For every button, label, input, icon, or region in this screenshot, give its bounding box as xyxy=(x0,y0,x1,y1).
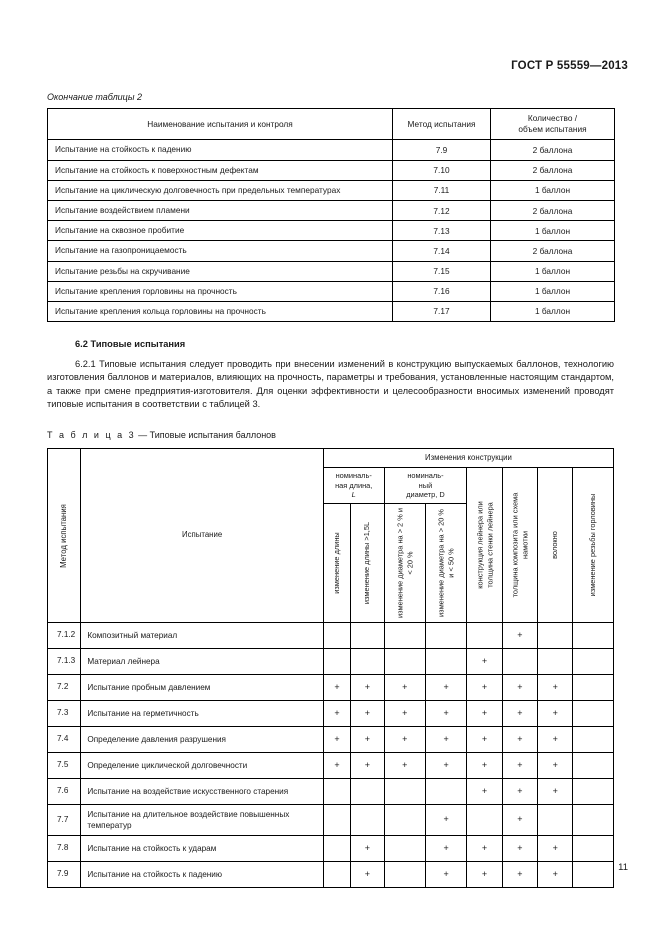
table3-mark: + xyxy=(323,753,350,779)
table2-cell-name: Испытание крепления горловины на прочность xyxy=(48,281,393,301)
table3-col-thread xyxy=(573,468,614,623)
table3-mark xyxy=(573,862,614,888)
table3-cell-test: Определение циклической долговечности xyxy=(81,753,324,779)
table-row xyxy=(48,753,614,779)
table3-mark: + xyxy=(351,675,384,701)
table3-col-dia-20-label: изменение диаметра на > 2 % и < 20 % xyxy=(395,508,414,618)
table3-cell-method: 7.7 xyxy=(48,805,81,836)
table2-cell-method: 7.12 xyxy=(393,200,491,220)
table3-group-changes: Изменения конструкции xyxy=(323,449,613,468)
table2-cell-name: Испытание резьбы на скручивание xyxy=(48,261,393,281)
table3-mark: + xyxy=(538,753,573,779)
table3-caption xyxy=(47,430,276,440)
table3-group-diameter-l3: диаметр, D xyxy=(406,490,445,500)
table3-mark xyxy=(538,649,573,675)
table3-cell-test: Испытание на воздействие искусственного старения xyxy=(81,779,324,805)
table3-mark xyxy=(425,649,466,675)
document-standard-header: ГОСТ Р 55559—2013 xyxy=(511,60,628,72)
table2-head xyxy=(48,109,615,140)
table2-cell-qty: 2 баллона xyxy=(491,200,615,220)
table3-col-test: Испытание xyxy=(81,449,324,623)
table3-mark: + xyxy=(502,701,537,727)
table3-mark xyxy=(573,805,614,836)
table2-cell-qty: 1 баллон xyxy=(491,180,615,200)
table2-cell-method: 7.15 xyxy=(393,261,491,281)
table3-mark: + xyxy=(351,727,384,753)
table3-col-fiber xyxy=(538,468,573,623)
table3-mark xyxy=(323,649,350,675)
table3-mark: + xyxy=(502,753,537,779)
table2-cell-name: Испытание на сквозное пробитие xyxy=(48,221,393,241)
table3-caption-text: — Типовые испытания баллонов xyxy=(135,430,276,440)
table3-mark xyxy=(351,623,384,649)
table3-col-composite xyxy=(502,468,537,623)
table3-cell-test: Испытание на стойкость к ударам xyxy=(81,836,324,862)
table2-cell-method: 7.10 xyxy=(393,160,491,180)
table3-mark: + xyxy=(425,727,466,753)
table3-mark xyxy=(384,805,425,836)
table3-mark: + xyxy=(467,779,502,805)
table-row xyxy=(48,805,614,836)
table3-mark xyxy=(425,779,466,805)
table2-col-qty-line2: объем испытания xyxy=(518,124,587,135)
table3-mark: + xyxy=(538,779,573,805)
table3-mark xyxy=(323,805,350,836)
table3-mark: + xyxy=(538,836,573,862)
table3-mark xyxy=(573,649,614,675)
table3-mark xyxy=(573,623,614,649)
table3-mark: + xyxy=(502,727,537,753)
table3-mark: + xyxy=(351,862,384,888)
table3-col-composite-label: толщина композита или схема намотки xyxy=(510,492,529,598)
table-row xyxy=(48,281,615,301)
table3-mark xyxy=(351,779,384,805)
table3-mark: + xyxy=(323,675,350,701)
table2-cell-qty: 1 баллон xyxy=(491,261,615,281)
table3-col-fiber-label: волокно xyxy=(550,531,560,559)
table3-cell-method: 7.5 xyxy=(48,753,81,779)
table3-cell-method: 7.4 xyxy=(48,727,81,753)
table3-col-len-change xyxy=(323,504,350,623)
table-row xyxy=(48,623,614,649)
table3-mark: + xyxy=(425,675,466,701)
section-heading: 6.2 Типовые испытания xyxy=(75,339,186,349)
table3-cell-method: 7.3 xyxy=(48,701,81,727)
table3-head xyxy=(48,449,614,623)
table3-mark: + xyxy=(467,753,502,779)
table2-body xyxy=(48,140,615,322)
table3-mark xyxy=(351,649,384,675)
table2-cell-qty: 1 баллон xyxy=(491,281,615,301)
table-row xyxy=(48,836,614,862)
table2-cell-method: 7.14 xyxy=(393,241,491,261)
table-row xyxy=(48,701,614,727)
table2-cell-name: Испытание на газопроницаемость xyxy=(48,241,393,261)
table-row xyxy=(48,862,614,888)
table-row xyxy=(48,649,614,675)
table3-mark xyxy=(384,836,425,862)
table2-cell-qty: 1 баллон xyxy=(491,221,615,241)
table-row xyxy=(48,160,615,180)
table3-mark: + xyxy=(323,727,350,753)
table2-col-qty xyxy=(491,109,615,140)
table3-caption-label: Т а б л и ц а 3 xyxy=(47,430,136,440)
table3-group-diameter-l1: номиналь- xyxy=(407,471,444,481)
table3-col-method xyxy=(48,449,81,623)
table2-cell-name: Испытание крепления кольца горловины на прочность xyxy=(48,301,393,321)
table-row xyxy=(48,241,615,261)
table2-col-name: Наименование испытания и контроля xyxy=(48,109,393,140)
table3-mark: + xyxy=(502,836,537,862)
table-2 xyxy=(47,108,615,322)
table2-caption: Окончание таблицы 2 xyxy=(47,92,142,102)
table3-mark xyxy=(425,623,466,649)
table3-cell-method: 7.8 xyxy=(48,836,81,862)
table3-col-len-change-label: изменение длины xyxy=(332,532,342,594)
table-row xyxy=(48,779,614,805)
table2-cell-qty: 1 баллон xyxy=(491,301,615,321)
table3-mark: + xyxy=(384,701,425,727)
page-number: 11 xyxy=(618,862,628,873)
table3-mark: + xyxy=(425,836,466,862)
table3-mark: + xyxy=(425,805,466,836)
table-3 xyxy=(47,448,614,888)
table3-col-liner-label: конструкция лейнера или толщина стенки лейнера xyxy=(474,501,494,589)
table3-mark xyxy=(573,836,614,862)
table3-group-length-l2: ная длина, xyxy=(335,480,373,490)
table2-cell-name: Испытание воздействием пламени xyxy=(48,200,393,220)
table3-cell-method: 7.1.3 xyxy=(48,649,81,675)
table3-mark xyxy=(323,836,350,862)
table2-col-method: Метод испытания xyxy=(393,109,491,140)
table2-cell-method: 7.17 xyxy=(393,301,491,321)
table2-cell-qty: 2 баллона xyxy=(491,160,615,180)
table3-col-dia-50-label: изменение диаметра на > 20 % и < 50 % xyxy=(436,509,456,617)
table3-mark xyxy=(384,862,425,888)
table3-group-diameter-l2: ный xyxy=(418,480,433,490)
table3-cell-test: Испытание на стойкость к падению xyxy=(81,862,324,888)
table3-cell-method: 7.9 xyxy=(48,862,81,888)
table3-mark: + xyxy=(502,675,537,701)
table3-mark: + xyxy=(538,862,573,888)
table-row xyxy=(48,727,614,753)
table3-group-length-l1: номиналь- xyxy=(335,471,372,481)
table3-mark xyxy=(573,675,614,701)
table2-cell-method: 7.11 xyxy=(393,180,491,200)
table3-mark xyxy=(467,623,502,649)
table3-mark: + xyxy=(467,836,502,862)
table3-mark xyxy=(573,701,614,727)
table3-mark xyxy=(573,753,614,779)
table3-mark: + xyxy=(502,623,537,649)
table3-mark: + xyxy=(502,779,537,805)
table3-mark xyxy=(323,862,350,888)
table2-cell-method: 7.16 xyxy=(393,281,491,301)
table3-mark: + xyxy=(351,836,384,862)
table3-mark xyxy=(573,727,614,753)
table3-mark: + xyxy=(538,675,573,701)
table3-col-dia-50 xyxy=(425,504,466,623)
table3-mark xyxy=(384,779,425,805)
table2-cell-qty: 2 баллона xyxy=(491,241,615,261)
table-row xyxy=(48,180,615,200)
table3-col-method-label: Метод испытания xyxy=(59,503,69,568)
table3-mark xyxy=(323,623,350,649)
table-row xyxy=(48,675,614,701)
table-row xyxy=(48,140,615,160)
table2-cell-name: Испытание на стойкость к падению xyxy=(48,140,393,160)
table3-cell-method: 7.2 xyxy=(48,675,81,701)
table3-group-length xyxy=(323,468,384,504)
table3-mark xyxy=(384,649,425,675)
table3-mark: + xyxy=(467,701,502,727)
table2-cell-name: Испытание на стойкость к поверхностным дефектам xyxy=(48,160,393,180)
table3-body xyxy=(48,623,614,888)
table3-mark: + xyxy=(425,753,466,779)
table3-mark: + xyxy=(425,701,466,727)
table3-mark: + xyxy=(467,862,502,888)
section-paragraph: 6.2.1 Типовые испытания следует проводить при внесении изменений в конструкцию выпускаемых баллонов, технологию изготовления баллонов и материалов, влияющих на прочность, параметры и требования, установленные настоящим стандартом, а также при смене предприятия-изготовителя. Для оценки эффективности и целесообразности вносимых изменений проводят типовые испытания в соответствии с таблицей 3. xyxy=(47,359,614,410)
table-row xyxy=(48,200,615,220)
table3-mark: + xyxy=(351,701,384,727)
table-row xyxy=(48,261,615,281)
table3-group-length-l3: L xyxy=(351,490,356,500)
table3-cell-test: Испытание пробным давлением xyxy=(81,675,324,701)
table3-mark xyxy=(538,805,573,836)
table3-col-thread-label: изменение резьбы горловины xyxy=(588,493,598,597)
table-row xyxy=(48,301,615,321)
table3-mark xyxy=(351,805,384,836)
table3-mark: + xyxy=(502,805,537,836)
table3-mark: + xyxy=(502,862,537,888)
table3-mark: + xyxy=(425,862,466,888)
table3-mark xyxy=(502,649,537,675)
table3-mark: + xyxy=(384,675,425,701)
table3-cell-test: Определение давления разрушения xyxy=(81,727,324,753)
table3-col-liner xyxy=(467,468,502,623)
table3-col-dia-20 xyxy=(384,504,425,623)
table3-mark xyxy=(323,779,350,805)
table3-cell-test: Материал лейнера xyxy=(81,649,324,675)
table3-header-row-1 xyxy=(48,449,614,468)
table2-cell-qty: 2 баллона xyxy=(491,140,615,160)
table2-cell-name: Испытание на циклическую долговечность при предельных температурах xyxy=(48,180,393,200)
table3-mark: + xyxy=(384,727,425,753)
table3-mark xyxy=(467,805,502,836)
table3-mark: + xyxy=(467,675,502,701)
table2-cell-method: 7.9 xyxy=(393,140,491,160)
table3-mark: + xyxy=(538,701,573,727)
table3-mark xyxy=(538,623,573,649)
table3-mark: + xyxy=(538,727,573,753)
table2-header-row xyxy=(48,109,615,140)
table3-mark xyxy=(573,779,614,805)
table2-col-qty-line1: Количество / xyxy=(527,113,578,123)
table3-mark: + xyxy=(351,753,384,779)
table3-mark xyxy=(384,623,425,649)
table3-mark: + xyxy=(467,727,502,753)
table3-group-diameter xyxy=(384,468,467,504)
table3-col-len-15 xyxy=(351,504,384,623)
table2-cell-method: 7.13 xyxy=(393,221,491,241)
table3-mark: + xyxy=(384,753,425,779)
table3-col-len-15-label: изменение длины >1,5L xyxy=(362,521,372,605)
table3-cell-method: 7.1.2 xyxy=(48,623,81,649)
table3-mark: + xyxy=(323,701,350,727)
table3-mark: + xyxy=(467,649,502,675)
table3-cell-test: Композитный материал xyxy=(81,623,324,649)
table3-cell-test: Испытание на длительное воздействие повышенных температур xyxy=(81,805,324,836)
table3-cell-method: 7.6 xyxy=(48,779,81,805)
table-row xyxy=(48,221,615,241)
table3-cell-test: Испытание на герметичность xyxy=(81,701,324,727)
